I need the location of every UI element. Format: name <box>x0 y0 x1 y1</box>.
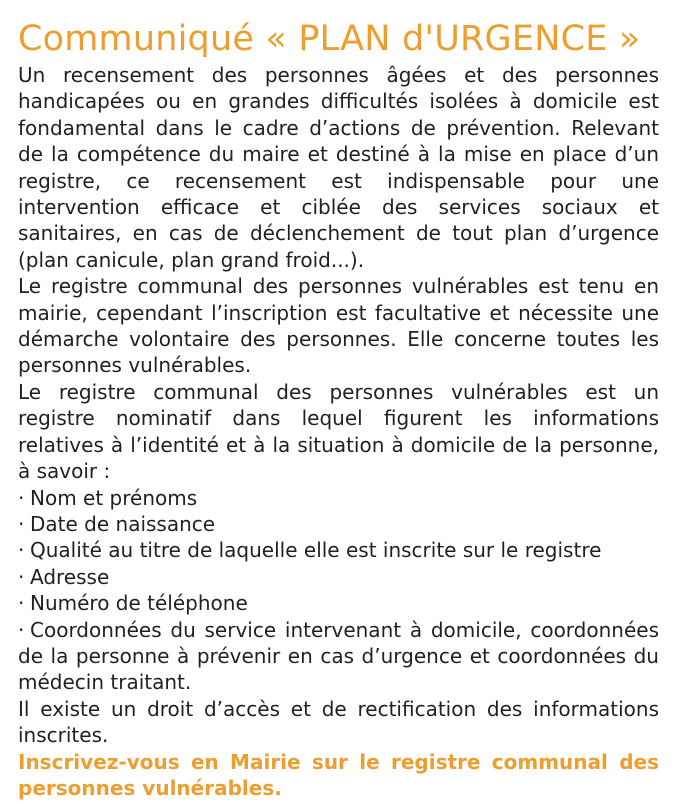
list-item-text: Adresse <box>30 564 110 589</box>
list-item <box>18 617 659 696</box>
list-item <box>18 511 659 537</box>
list-item <box>18 590 659 616</box>
list-item <box>18 564 659 590</box>
list-item <box>18 537 659 563</box>
list-item <box>18 485 659 511</box>
list-item-text: Coordonnées du service intervenant à domicile, coordonnées de la personne à prévenir en cas d’urgence et coordonnées du médecin traitant. <box>18 617 659 695</box>
list-item-text: Date de naissance <box>30 511 216 536</box>
list-item-text: Qualité au titre de laquelle elle est inscrite sur le registre <box>30 538 602 563</box>
bullet-dot: · <box>18 591 25 616</box>
call-to-action: Inscrivez-vous en Mairie sur le registre communal des personnes vulnérables. <box>18 749 659 800</box>
bullet-dot: · <box>18 538 25 563</box>
bullet-dot: · <box>18 485 25 510</box>
paragraph-rights: Il existe un droit d’accès et de rectification des informations inscrites. <box>18 696 659 748</box>
bullet-dot: · <box>18 564 25 589</box>
paragraph-registry-details: Le registre communal des personnes vulnérables est un registre nominatif dans lequel figurent les informations relatives à l’identité et à la situation à domicile de la personne, à savoir : <box>18 379 659 484</box>
bullet-dot: · <box>18 511 25 536</box>
list-item-text: Nom et prénoms <box>30 485 198 510</box>
page-title: Communiqué « PLAN d'URGENCE » <box>18 19 641 59</box>
list-item-text: Numéro de téléphone <box>30 591 248 616</box>
information-list <box>18 485 659 696</box>
paragraph-registry-mairie: Le registre communal des personnes vulnérables est tenu en mairie, cependant l’inscription est facultative et nécessite une démarche volontaire des personnes. Elle concerne toutes les personnes vulnérables. <box>18 274 659 378</box>
paragraph-intro: Un recensement des personnes âgées et des personnes handicapées ou en grandes difficultés isolées à domicile est fondamental dans le cadre d’actions de prévention. Relevant de la compétence du maire et destiné à la mise en place d’un registre, ce recensement est indispensable pour une intervention efficace et ciblée des services sociaux et sanitaires, en cas de déclenchement de tout plan d’urgence (plan canicule, plan grand froid...). <box>18 63 659 272</box>
bullet-dot: · <box>18 617 25 642</box>
